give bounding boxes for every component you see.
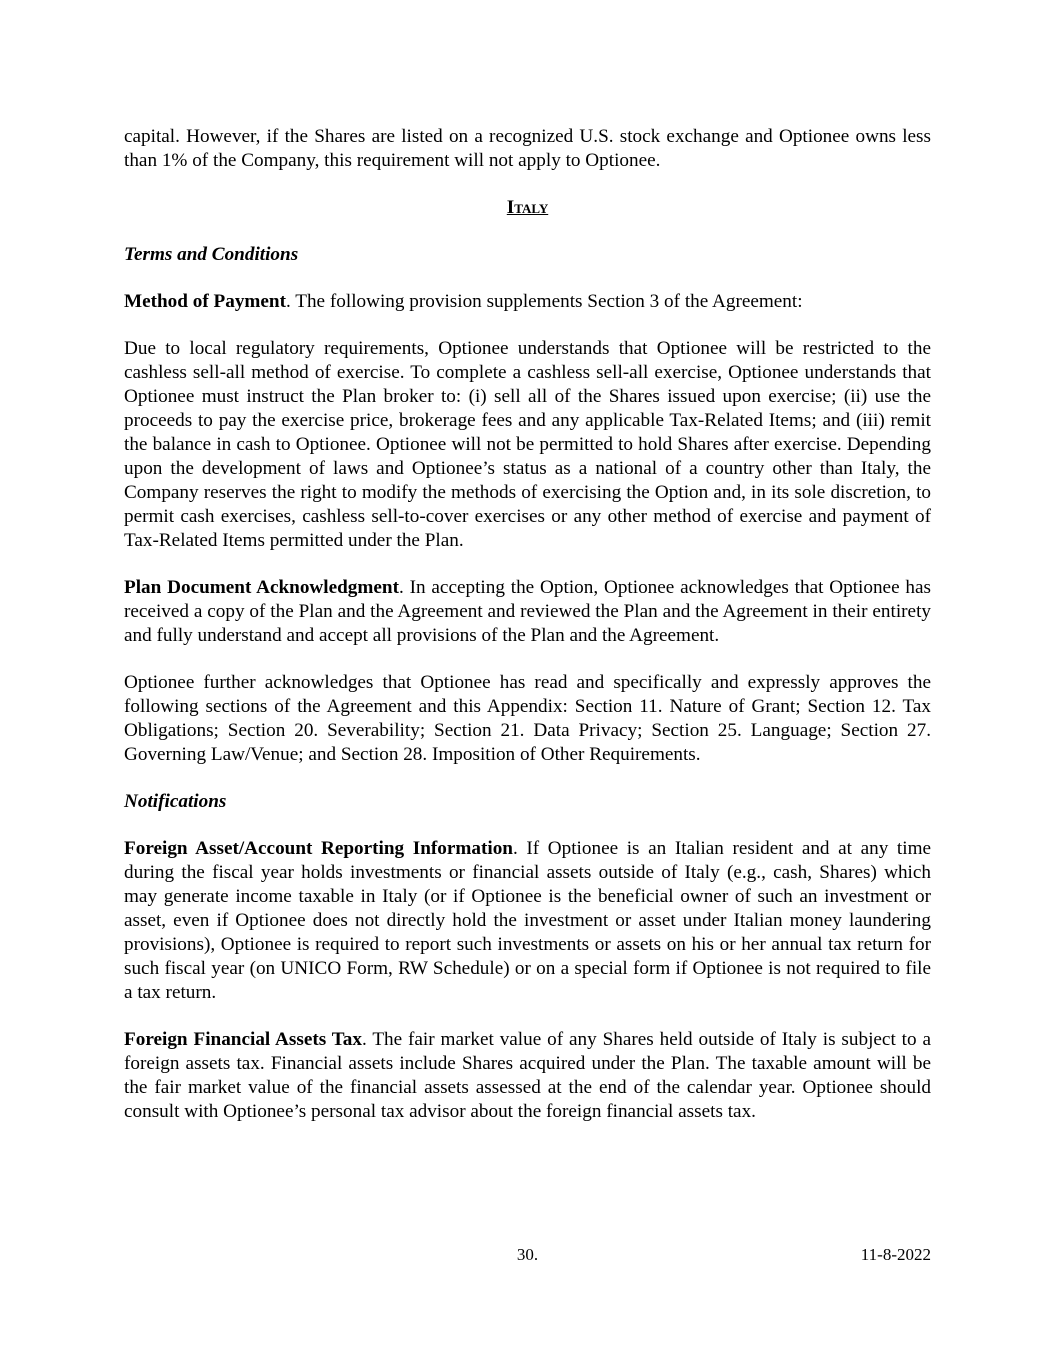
- plan-document-further: Optionee further acknowledges that Optionee has read and specifically and expressly approves the following sections of the Agreement and this Appendix: Section 11. Nature of Grant; Section 12. Tax Obligations; Section 20. Severability; Section 21. Data Privacy; Section 25. Language; Section 27. Governing Law/Venue; and Section 28. Imposition of Other Requirements.: [124, 672, 931, 765]
- foreign-asset-text: . If Optionee is an Italian resident and at any time during the fiscal year holds investments or financial assets outside of Italy (e.g., cash, Shares) which may generate income taxable in Italy (or if Optionee is the beneficial owner of such an investment or asset, even if Optionee does not directly hold the investment or asset under Italian money laundering provisions), Optionee is required to report such investments or assets on his or her annual tax return for such fiscal year (on UNICO Form, RW Schedule) or on a special form if Optionee is not required to file a tax return.: [124, 838, 932, 1003]
- method-of-payment-intro: [124, 290, 931, 314]
- notifications-heading: Notifications: [124, 791, 227, 812]
- country-heading: Italy: [506, 197, 549, 218]
- method-of-payment-body: Due to local regulatory requirements, Optionee understands that Optionee will be restricted to the cashless sell-all method of exercise. To complete a cashless sell-all exercise, Optionee understands that Optionee must instruct the Plan broker to: (i) sell all of the Shares issued upon exercise; (ii) use the proceeds to pay the exercise price, brokerage fees and any applicable Tax-Related Items; and (iii) remit the balance in cash to Optionee. Optionee will not be permitted to hold Shares after exercise. Depending upon the development of laws and Optionee’s status as a national of a country other than Italy, the Company reserves the right to modify the methods of exercising the Option and, in its sole discretion, to permit cash exercises, cashless sell-to-cover exercises or any other method of exercise and payment of Tax-Related Items permitted under the Plan.: [124, 338, 931, 551]
- foreign-tax-title: Foreign Financial Assets Tax: [124, 1029, 362, 1050]
- plan-document-title: Plan Document Acknowledgment: [124, 577, 399, 598]
- terms-heading: Terms and Conditions: [124, 244, 299, 265]
- foreign-tax-text: . The fair market value of any Shares held outside of Italy is subject to a foreign assets tax. Financial assets include Shares acquired under the Plan. The taxable amount will be the fair market value of the financial assets assessed at the end of the calendar year. Optionee should consult with Optionee’s personal tax advisor about the foreign financial assets tax.: [124, 1029, 931, 1122]
- plan-document-text: . In accepting the Option, Optionee acknowledges that Optionee has received a copy of the Plan and the Agreement and reviewed the Plan and the Agreement in their entirety and fully understand and accept all provisions of the Plan and the Agreement.: [124, 577, 932, 646]
- footer-date: 11-8-2022: [860, 1245, 931, 1264]
- page-body: [124, 125, 931, 1124]
- method-of-payment-intro-text: . The following provision supplements Section 3 of the Agreement:: [286, 291, 803, 312]
- plan-document-paragraph: [124, 576, 931, 648]
- foreign-tax-paragraph: [124, 1028, 931, 1124]
- foreign-asset-title: Foreign Asset/Account Reporting Information: [124, 838, 513, 859]
- page-number: 30.: [516, 1245, 539, 1264]
- carryover-paragraph: capital. However, if the Shares are listed on a recognized U.S. stock exchange and Optionee owns less than 1% of the Company, this requirement will not apply to Optionee.: [124, 126, 931, 171]
- foreign-asset-paragraph: [124, 837, 931, 1005]
- method-of-payment-title: Method of Payment: [124, 291, 286, 312]
